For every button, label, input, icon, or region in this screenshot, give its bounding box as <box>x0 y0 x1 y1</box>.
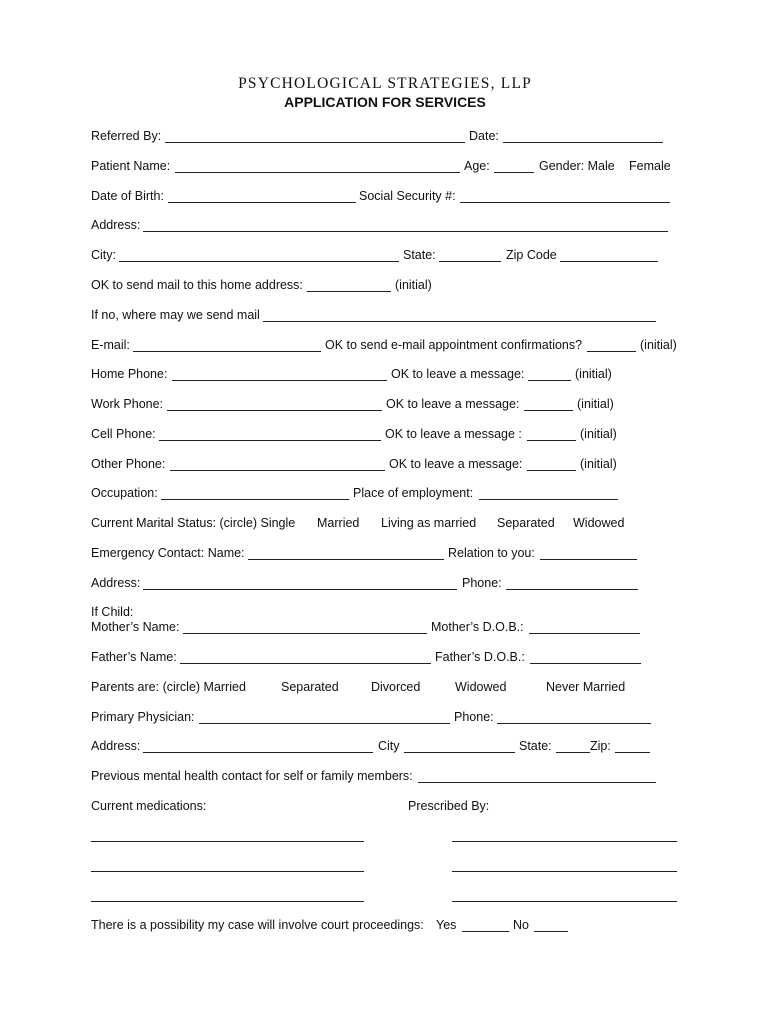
city-field[interactable] <box>119 261 399 262</box>
patient-name-label: Patient Name: <box>91 159 171 173</box>
age-label: Age: <box>464 159 490 173</box>
state-label: State: <box>403 248 436 262</box>
mothers-dob-field[interactable] <box>529 633 640 634</box>
email-label: E-mail: <box>91 338 130 352</box>
marital-widowed-option[interactable]: Widowed <box>573 516 625 530</box>
other-phone-field[interactable] <box>170 470 385 471</box>
parents-married-option[interactable]: Parents are: (circle) Married <box>91 680 246 694</box>
prescribed-by-line-3[interactable] <box>452 901 677 902</box>
prescribed-by-line-2[interactable] <box>452 871 677 872</box>
emergency-name-label: Emergency Contact: Name: <box>91 546 245 560</box>
home-ok-msg-label: OK to leave a message: <box>391 367 525 381</box>
if-child-label: If Child: <box>91 605 134 619</box>
fathers-dob-field[interactable] <box>530 663 641 664</box>
ok-email-label: OK to send e-mail appointment confirmations? <box>325 338 583 352</box>
mothers-dob-label: Mother’s D.O.B.: <box>431 620 524 634</box>
firm-name: PSYCHOLOGICAL STRATEGIES, LLP <box>238 75 532 92</box>
work-phone-label: Work Phone: <box>91 397 164 411</box>
mothers-name-label: Mother’s Name: <box>91 620 180 634</box>
work-initial-label: (initial) <box>577 397 614 411</box>
fathers-name-field[interactable] <box>180 663 431 664</box>
marital-living-as-married-option[interactable]: Living as married <box>381 516 477 530</box>
ok-email-initial-field[interactable] <box>587 351 636 352</box>
current-meds-label: Current medications: <box>91 799 207 813</box>
ssn-label: Social Security #: <box>359 189 456 203</box>
cell-ok-msg-label: OK to leave a message : <box>385 427 522 441</box>
emergency-name-field[interactable] <box>248 559 444 560</box>
relation-field[interactable] <box>540 559 637 560</box>
cell-phone-label: Cell Phone: <box>91 427 156 441</box>
date-field[interactable] <box>503 142 663 143</box>
ok-mail-initial-label: (initial) <box>395 278 432 292</box>
work-ok-msg-field[interactable] <box>524 410 573 411</box>
physician-zip-label: Zip: <box>590 739 611 753</box>
emergency-address-label: Address: <box>91 576 141 590</box>
prescribed-by-label: Prescribed By: <box>408 799 490 813</box>
relation-label: Relation to you: <box>448 546 535 560</box>
mothers-name-field[interactable] <box>183 633 427 634</box>
medication-line-2[interactable] <box>91 871 364 872</box>
home-phone-label: Home Phone: <box>91 367 168 381</box>
referred-by-label: Referred By: <box>91 129 162 143</box>
dob-label: Date of Birth: <box>91 189 164 203</box>
parents-divorced-option[interactable]: Divorced <box>371 680 421 694</box>
physician-city-field[interactable] <box>404 752 515 753</box>
physician-state-field[interactable] <box>556 752 590 753</box>
emergency-phone-field[interactable] <box>506 589 638 590</box>
other-ok-msg-field[interactable] <box>527 470 576 471</box>
cell-ok-msg-field[interactable] <box>527 440 576 441</box>
parents-widowed-option[interactable]: Widowed <box>455 680 507 694</box>
zip-code-label: Zip Code <box>506 248 557 262</box>
previous-mh-field[interactable] <box>418 782 656 783</box>
ok-mail-label: OK to send mail to this home address: <box>91 278 303 292</box>
occupation-label: Occupation: <box>91 486 158 500</box>
emergency-phone-label: Phone: <box>462 576 502 590</box>
email-field[interactable] <box>133 351 321 352</box>
physician-field[interactable] <box>199 723 450 724</box>
home-ok-msg-field[interactable] <box>528 380 571 381</box>
date-label: Date: <box>469 129 499 143</box>
alt-mail-label: If no, where may we send mail <box>91 308 260 322</box>
referred-by-field[interactable] <box>165 142 465 143</box>
employment-field[interactable] <box>479 499 618 500</box>
fathers-name-label: Father’s Name: <box>91 650 177 664</box>
physician-state-label: State: <box>519 739 552 753</box>
home-phone-field[interactable] <box>172 380 387 381</box>
city-label: City: <box>91 248 116 262</box>
work-ok-msg-label: OK to leave a message: <box>386 397 520 411</box>
other-phone-label: Other Phone: <box>91 457 166 471</box>
court-no-label: No <box>513 918 529 932</box>
employment-label: Place of employment: <box>353 486 474 500</box>
alt-mail-field[interactable] <box>263 321 656 322</box>
address-field[interactable] <box>143 231 668 232</box>
other-initial-label: (initial) <box>580 457 617 471</box>
physician-phone-field[interactable] <box>497 723 651 724</box>
cell-initial-label: (initial) <box>580 427 617 441</box>
physician-phone-label: Phone: <box>454 710 494 724</box>
work-phone-field[interactable] <box>167 410 382 411</box>
court-yes-label: Yes <box>436 918 457 932</box>
state-field[interactable] <box>439 261 501 262</box>
fathers-dob-label: Father’s D.O.B.: <box>435 650 525 664</box>
medication-line-3[interactable] <box>91 901 364 902</box>
court-yes-field[interactable] <box>462 931 509 932</box>
physician-address-label: Address: <box>91 739 141 753</box>
physician-label: Primary Physician: <box>91 710 195 724</box>
ssn-field[interactable] <box>460 202 670 203</box>
marital-status-single-option[interactable]: Current Marital Status: (circle) Single <box>91 516 296 530</box>
parents-separated-option[interactable]: Separated <box>281 680 339 694</box>
physician-address-field[interactable] <box>143 752 373 753</box>
marital-separated-option[interactable]: Separated <box>497 516 555 530</box>
gender-female-option[interactable]: Female <box>629 159 671 173</box>
other-ok-msg-label: OK to leave a message: <box>389 457 523 471</box>
zip-code-field[interactable] <box>560 261 658 262</box>
prescribed-by-line-1[interactable] <box>452 841 677 842</box>
age-field[interactable] <box>494 172 534 173</box>
physician-zip-field[interactable] <box>615 752 650 753</box>
medication-line-1[interactable] <box>91 841 364 842</box>
previous-mh-label: Previous mental health contact for self or family members: <box>91 769 413 783</box>
court-label: There is a possibility my case will involve court proceedings: <box>91 918 424 932</box>
form-title: APPLICATION FOR SERVICES <box>284 94 486 110</box>
court-no-field[interactable] <box>534 931 568 932</box>
dob-field[interactable] <box>168 202 356 203</box>
parents-never-married-option[interactable]: Never Married <box>546 680 626 694</box>
emergency-address-field[interactable] <box>143 589 457 590</box>
occupation-field[interactable] <box>161 499 349 500</box>
ok-email-initial-label: (initial) <box>640 338 677 352</box>
address-label: Address: <box>91 218 141 232</box>
home-initial-label: (initial) <box>575 367 612 381</box>
physician-city-label: City <box>378 739 400 753</box>
ok-mail-initial-field[interactable] <box>307 291 391 292</box>
patient-name-field[interactable] <box>175 172 460 173</box>
marital-married-option[interactable]: Married <box>317 516 360 530</box>
cell-phone-field[interactable] <box>159 440 381 441</box>
gender-male-option[interactable]: Gender: Male <box>539 159 615 173</box>
